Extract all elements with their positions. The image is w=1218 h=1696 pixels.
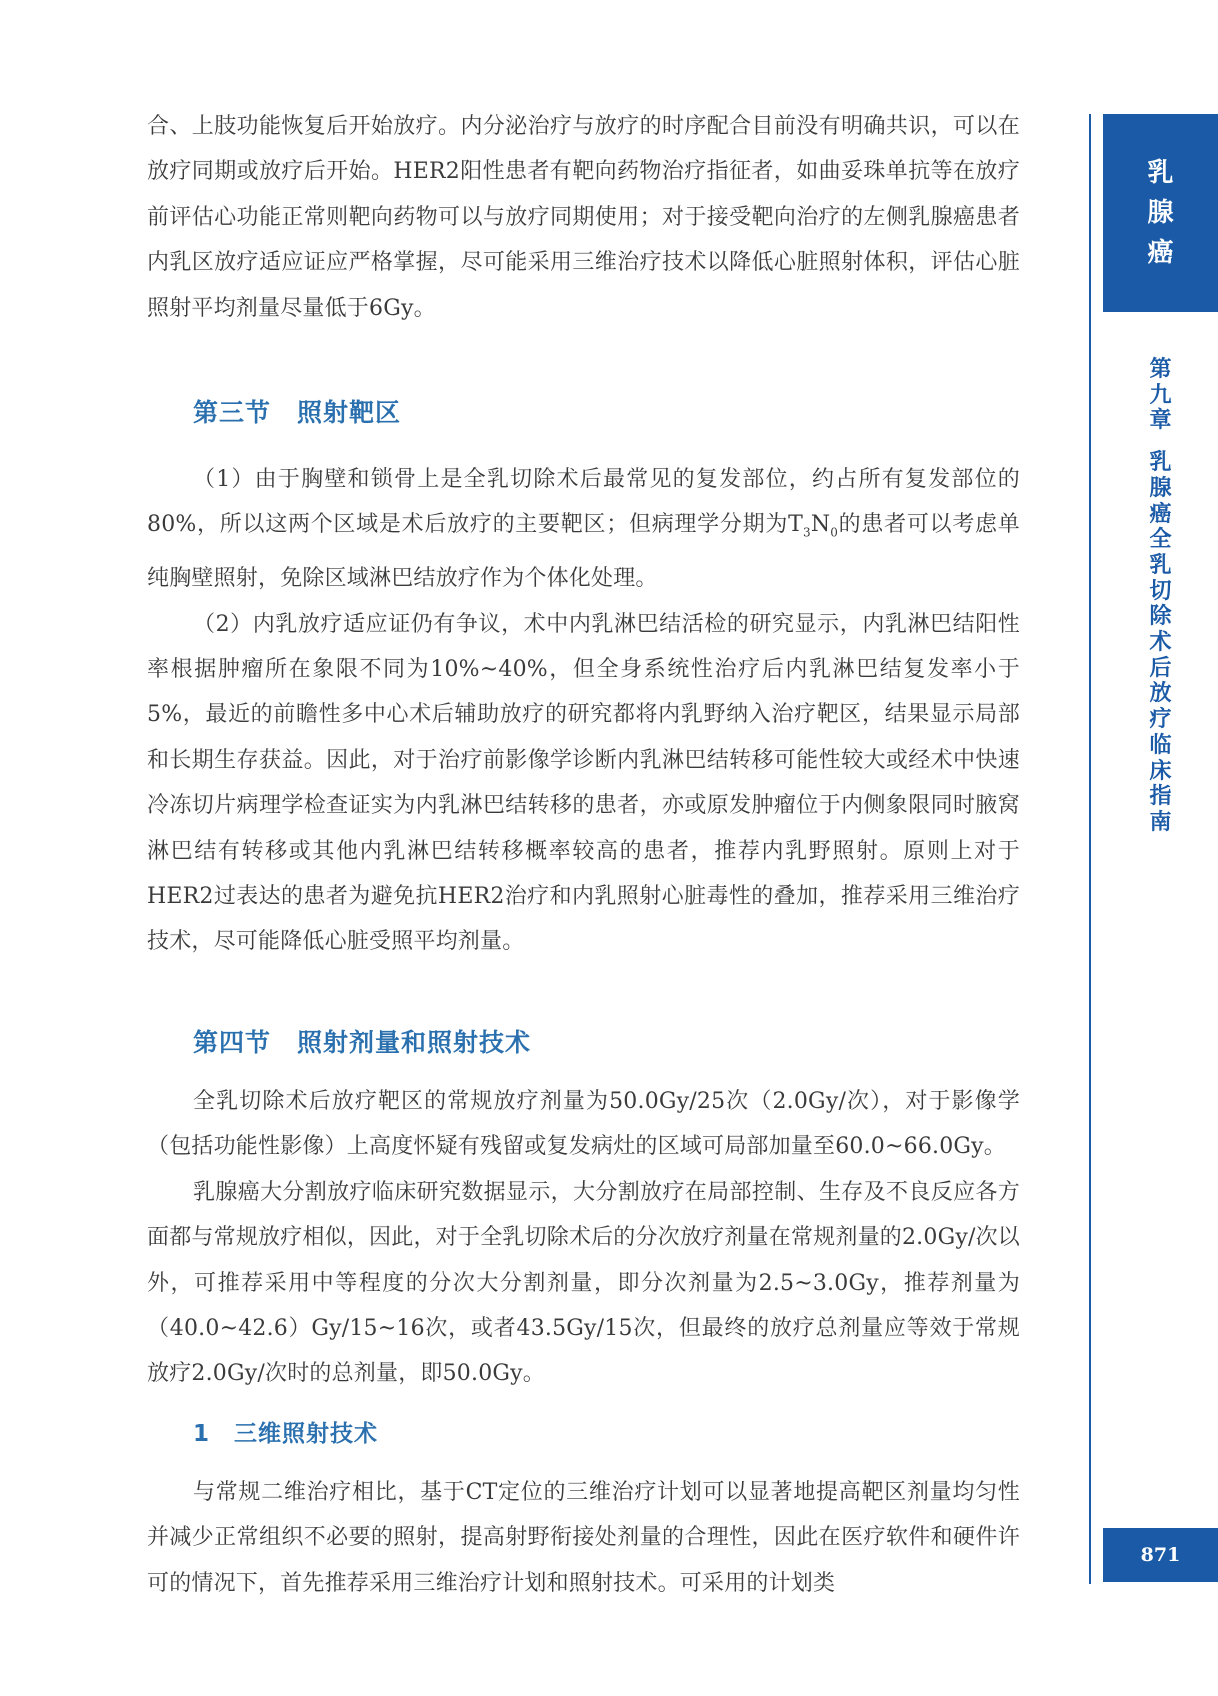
page-number: 871 (1103, 1528, 1218, 1582)
title-char: 术 (1149, 630, 1172, 656)
title-char: 切 (1149, 578, 1172, 604)
title-char: 指 (1149, 784, 1172, 810)
chapter-char: 九 (1149, 382, 1172, 408)
title-char: 癌 (1149, 501, 1172, 527)
title-char: 临 (1149, 732, 1172, 758)
chapter-char: 第 (1149, 357, 1172, 382)
title-char: 疗 (1149, 707, 1172, 733)
title-char: 南 (1149, 809, 1172, 835)
title-char: 乳 (1149, 450, 1172, 476)
title-char: 全 (1149, 527, 1172, 553)
page-content (147, 104, 1020, 1606)
subsection-1-paragraph-1: 与常规二维治疗相比，基于CT定位的三维治疗计划可以显著地提高靶区剂量均匀性并减少正常组织不必要的照射，提高射野衔接处剂量的合理性，因此在医疗软件和硬件许可的情况下，首先推荐采用三维治疗计划和照射技术。可采用的计划类 (147, 1479, 1020, 1596)
tab-char: 腺 (1147, 198, 1174, 228)
paragraph-continued: 合、上肢功能恢复后开始放疗。内分泌治疗与放疗的时序配合目前没有明确共识，可以在放疗同期或放疗后开始。HER2阳性患者有靶向药物治疗指征者，如曲妥珠单抗等在放疗前评估心功能正常则靶向药物可以与放疗同期使用；对于接受靶向治疗的左侧乳腺癌患者内乳区放疗适应证应严格掌握，尽可能采用三维治疗技术以降低心脏照射体积，评估心脏照射平均剂量尽量低于6Gy。 (147, 114, 1020, 321)
tab-char: 乳 (1147, 158, 1174, 188)
subscript-0: 0 (830, 525, 839, 540)
subscript-3: 3 (802, 525, 811, 540)
section-4-paragraph-1: 全乳切除术后放疗靶区的常规放疗剂量为50.0Gy/25次（2.0Gy/次），对于影像学（包括功能性影像）上高度怀疑有残留或复发病灶的区域可局部加量至60.0~66.0Gy。 (147, 1088, 1020, 1160)
title-char: 后 (1149, 655, 1172, 681)
margin-rule (1089, 114, 1091, 1584)
section-3-title: 第三节 照射靶区 (193, 398, 402, 428)
title-char: 除 (1149, 604, 1172, 630)
tab-char: 癌 (1147, 238, 1174, 268)
chapter-running-title (1103, 357, 1218, 836)
chapter-char: 章 (1149, 408, 1172, 434)
title-char: 乳 (1149, 552, 1172, 578)
subsection-1-title: 1 三维照射技术 (193, 1420, 379, 1447)
section-3-paragraph-1: （1）由于胸壁和锁骨上是全乳切除术后最常见的复发部位，约占所有复发部位的80%，所以这两个区域是术后放疗的主要靶区；但病理学分期为$T_3N_0$的患者可以考虑单纯胸壁照射，免除区域淋巴结放疗作为个体化处理。 (147, 467, 1020, 592)
title-char: 床 (1149, 758, 1172, 784)
section-4-title: 第四节 照射剂量和照射技术 (193, 1027, 532, 1057)
chapter-tab (1103, 114, 1218, 312)
section-3-paragraph-2: （2）内乳放疗适应证仍有争议，术中内乳淋巴结活检的研究显示，内乳淋巴结阳性率根据肿瘤所在象限不同为10%~40%，但全身系统性治疗后内乳淋巴结复发率小于5%，最近的前瞻性多中心术后辅助放疗的研究都将内乳野纳入治疗靶区，结果显示局部和长期生存获益。因此，对于治疗前影像学诊断内乳淋巴结转移可能性较大或经术中快速冷冻切片病理学检查证实为内乳淋巴结转移的患者，亦或原发肿瘤位于内侧象限同时腋窝淋巴结有转移或其他内乳淋巴结转移概率较高的患者，推荐内乳野照射。原则上对于HER2过表达的患者为避免抗HER2治疗和内乳照射心脏毒性的叠加，推荐采用三维治疗技术，尽可能降低心脏受照平均剂量。 (147, 611, 1020, 955)
title-char: 放 (1149, 681, 1172, 707)
section-4-paragraph-2: 乳腺癌大分割放疗临床研究数据显示，大分割放疗在局部控制、生存及不良反应各方面都与常规放疗相似，因此，对于全乳切除术后的分次放疗剂量在常规剂量的2.0Gy/次以外，可推荐采用中等程度的分次大分割剂量，即分次剂量为2.5~3.0Gy，推荐剂量为（40.0~42.6）Gy/15~16次，或者43.5Gy/15次，但最终的放疗总剂量应等效于常规放疗2.0Gy/次时的总剂量，即50.0Gy。 (147, 1179, 1020, 1387)
title-char: 腺 (1149, 475, 1172, 501)
